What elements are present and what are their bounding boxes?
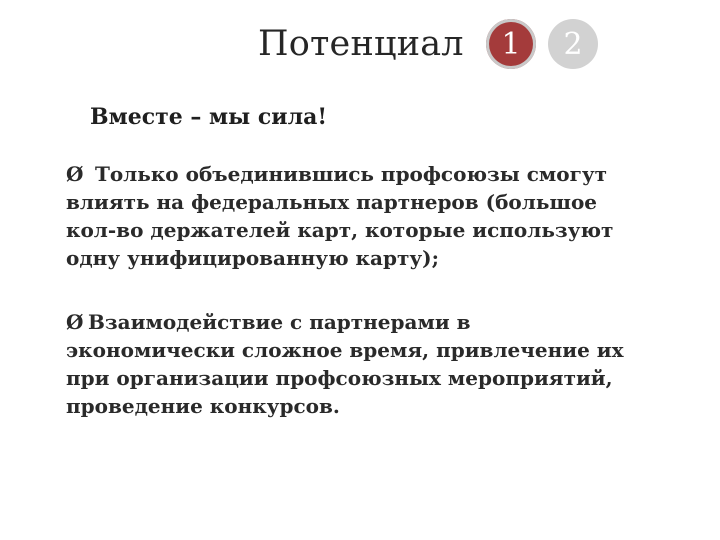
- slide-subtitle: Вместе – мы сила!: [90, 104, 328, 130]
- slide-title: Потенциал: [258, 24, 464, 64]
- page-badge-2-label: 2: [563, 26, 583, 62]
- bullet-text: Взаимодействие с партнерами в экономически сложное время, привлечение их при организации профсоюзных мероприятий, проведение конкурсов.: [66, 310, 624, 418]
- bullet-list: [66, 160, 706, 456]
- page-badge-1-label: 1: [501, 26, 521, 62]
- page-badge-2[interactable]: [548, 19, 598, 69]
- page-badge-1[interactable]: [486, 19, 536, 69]
- bullet-arrow-icon: Ø: [66, 162, 84, 186]
- bullet-item: [66, 160, 706, 272]
- bullet-arrow-icon: Ø: [66, 310, 84, 334]
- bullet-text: Только объединившись профсоюзы смогут влиять на федеральных партнеров (большое кол-во держателей карт, которые используют одну унифицированную карту);: [66, 162, 614, 270]
- bullet-item: [66, 308, 706, 420]
